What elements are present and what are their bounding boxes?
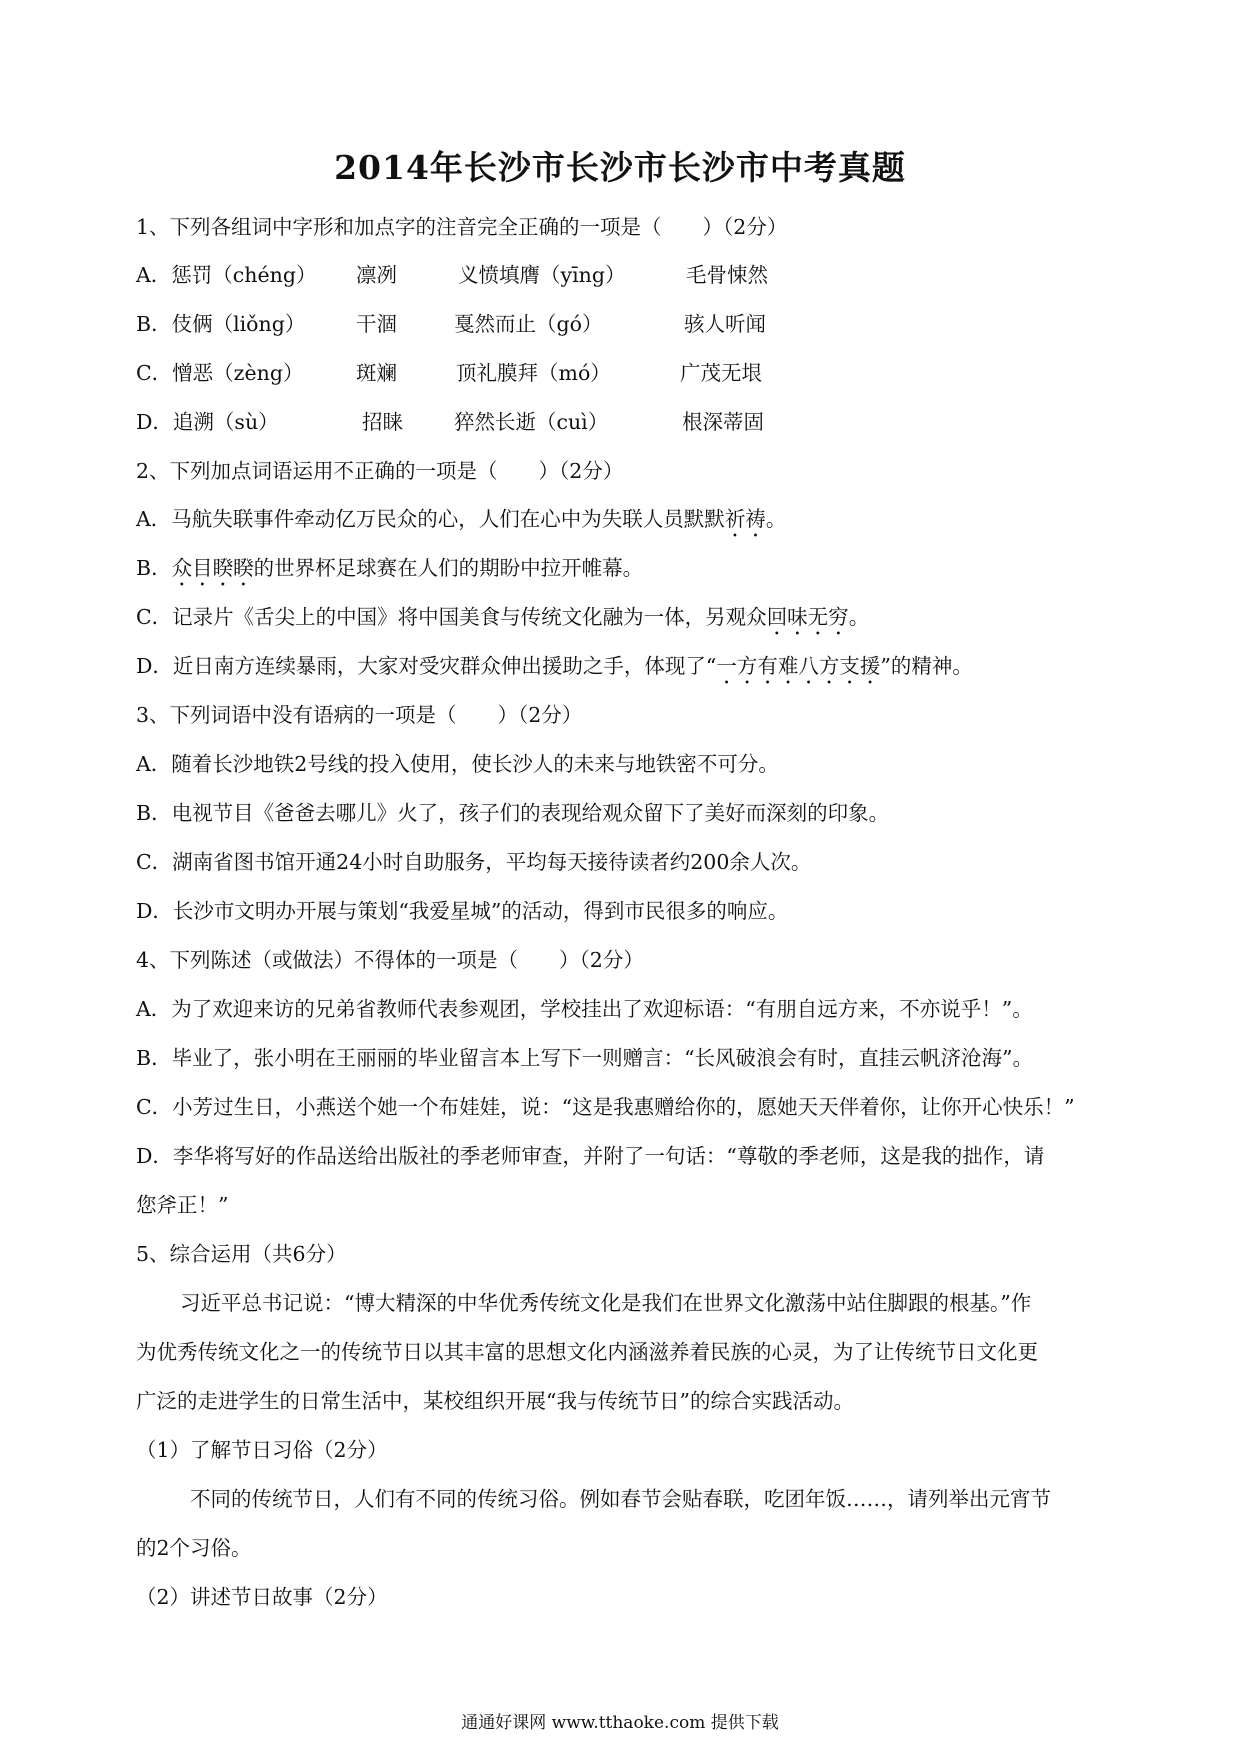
- q2-a-text: A．马航失联事件牵动亿万民众的心，人们在心中为失联人员默默: [136, 507, 725, 531]
- q1-b-word4: 骇人听闻: [684, 312, 766, 336]
- q1-c-word2: 斑斓: [356, 361, 397, 385]
- q1-d-word3: 猝然长逝（cuì）: [454, 410, 609, 434]
- q2-c-dotted-word: 回味无穷: [766, 605, 849, 629]
- q2-option-c: [136, 600, 869, 640]
- q5-stem: 5、综合运用（共6分）: [136, 1242, 347, 1266]
- q2-d-dotted-word: 一方有难八方支援: [716, 654, 881, 678]
- q1-c-word4: 广茂无垠: [680, 361, 762, 385]
- q1-b-word1: B．伎俩（liǒng）: [136, 312, 306, 336]
- q5-sub2-heading: （2）讲述节日故事（2分）: [136, 1585, 388, 1609]
- q1-a-word1: A．惩罚（chéng）: [136, 263, 317, 287]
- q4-option-b: B．毕业了，张小明在王丽丽的毕业留言本上写下一则赠言：“长风破浪会有时，直挂云帆济沧海”。: [136, 1046, 1034, 1070]
- q4-stem: 4、下列陈述（或做法）不得体的一项是（ ）（2分）: [136, 948, 644, 972]
- q1-option-b: [136, 307, 1136, 337]
- q2-c-end: 。: [848, 605, 870, 629]
- q1-b-word3: 戛然而止（gó）: [454, 312, 603, 336]
- q1-c-word1: C．憎恶（zèng）: [136, 361, 304, 385]
- page-title: 2014年长沙市长沙市长沙市中考真题: [334, 148, 906, 187]
- q5-sub1-text-line-2: 的2个习俗。: [136, 1536, 252, 1560]
- q5-paragraph-line-1: 习近平总书记说：“博大精深的中华优秀传统文化是我们在世界文化激荡中站住脚跟的根基。”作: [180, 1291, 1032, 1315]
- q1-option-a: [136, 258, 1136, 288]
- q1-d-word1: D．追溯（sù）: [136, 410, 279, 434]
- q1-a-word3: 义愤填膺（yīng）: [458, 263, 626, 287]
- q2-d-text: D．近日南方连续暴雨，大家对受灾群众伸出援助之手，体现了“: [136, 654, 717, 678]
- q1-option-c: [136, 356, 1136, 386]
- q3-option-b: B．电视节目《爸爸去哪儿》火了，孩子们的表现给观众留下了美好而深刻的印象。: [136, 801, 890, 825]
- q5-paragraph-line-2: 为优秀传统文化之一的传统节日以其丰富的思想文化内涵滋养着民族的心灵，为了让传统节日文化更: [136, 1340, 1038, 1364]
- q2-option-b: [136, 551, 643, 591]
- q1-option-d: [136, 405, 1136, 435]
- q5-sub1-heading: （1）了解节日习俗（2分）: [136, 1438, 388, 1462]
- q2-c-text: C．记录片《舌尖上的中国》将中国美食与传统文化融为一体，另观众: [136, 605, 767, 629]
- q1-a-word4: 毛骨悚然: [686, 263, 768, 287]
- q4-option-d-cont: 您斧正！”: [136, 1193, 229, 1217]
- q3-option-a: A．随着长沙地铁2号线的投入使用，使长沙人的未来与地铁密不可分。: [136, 752, 779, 776]
- q4-option-c: C．小芳过生日，小燕送个她一个布娃娃，说：“这是我惠赠给你的，愿她天天伴着你，让你开心快乐！”: [136, 1095, 1075, 1119]
- q2-d-end: ”的精神。: [880, 654, 973, 678]
- q5-paragraph-line-3: 广泛的走进学生的日常生活中，某校组织开展“我与传统节日”的综合实践活动。: [136, 1389, 854, 1413]
- q3-option-d: D．长沙市文明办开展与策划“我爱星城”的活动，得到市民很多的响应。: [136, 899, 789, 923]
- q1-stem: 1、下列各组词中字形和加点字的注音完全正确的一项是（ ）（2分）: [136, 215, 788, 239]
- q3-stem: 3、下列词语中没有语病的一项是（ ）（2分）: [136, 703, 583, 727]
- q2-a-dotted-word: 祈祷: [724, 507, 766, 531]
- q5-sub1-text-line-1: 不同的传统节日，人们有不同的传统习俗。例如春节会贴春联，吃团年饭……，请列举出元宵节: [190, 1487, 1051, 1511]
- q4-option-a: A．为了欢迎来访的兄弟省教师代表参观团，学校挂出了欢迎标语：“有朋自远方来，不亦说乎！”。: [136, 997, 1033, 1021]
- q1-a-word2: 凛冽: [356, 263, 397, 287]
- q2-option-a: [136, 502, 786, 542]
- q2-b-end: 的世界杯足球赛在人们的期盼中拉开帷幕。: [253, 556, 644, 580]
- q1-d-word4: 根深蒂固: [682, 410, 764, 434]
- q2-a-end: 。: [765, 507, 787, 531]
- q1-d-word2: 招睐: [362, 410, 403, 434]
- q2-stem: 2、下列加点词语运用不正确的一项是（ ）（2分）: [136, 459, 624, 483]
- q3-option-c: C．湖南省图书馆开通24小时自助服务，平均每天接待读者约200余人次。: [136, 850, 812, 874]
- q1-b-word2: 干涸: [356, 312, 397, 336]
- q2-b-text: B．: [136, 556, 172, 580]
- q2-b-dotted-word: 众目睽睽: [171, 556, 254, 580]
- q4-option-d: D．李华将写好的作品送给出版社的季老师审查，并附了一句话：“尊敬的季老师，这是我的拙作，请: [136, 1144, 1045, 1168]
- q2-option-d: [136, 649, 973, 689]
- q1-c-word3: 顶礼膜拜（mó）: [456, 361, 611, 385]
- footer-download-note: 通通好课网 www.tthaoke.com 提供下载: [461, 1713, 779, 1733]
